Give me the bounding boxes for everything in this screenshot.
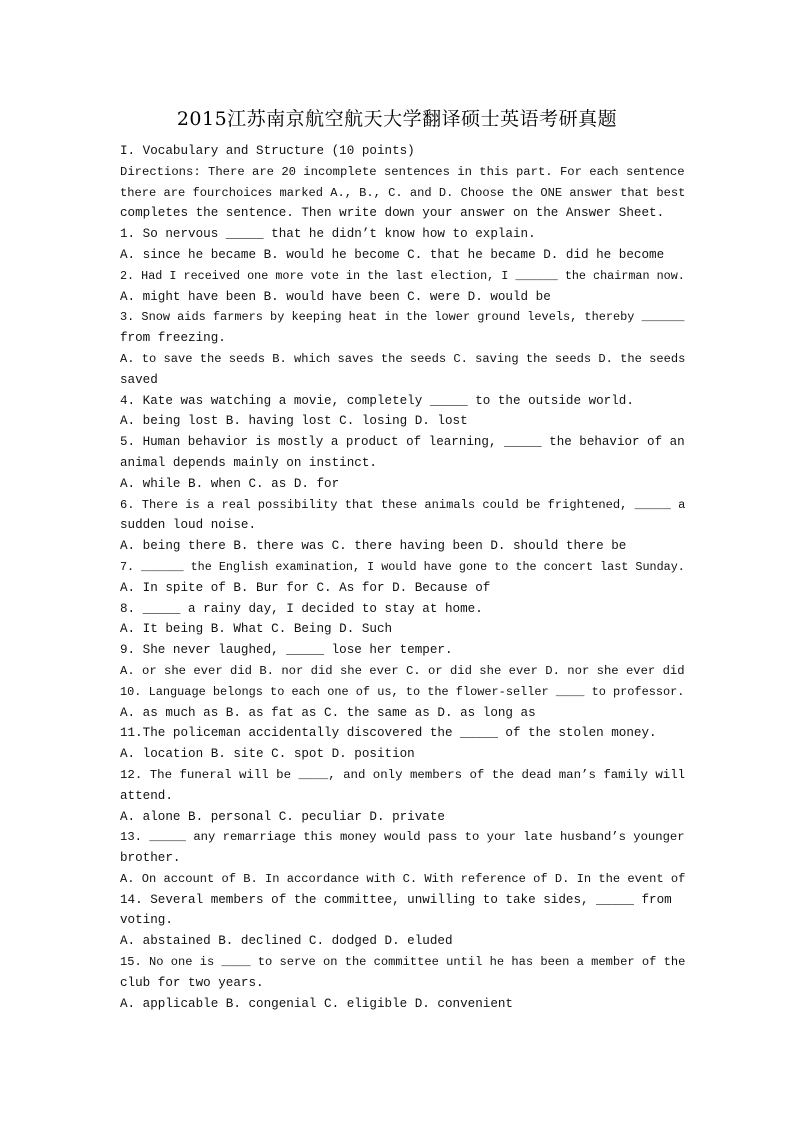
document-line: 13. _____ any remarriage this money would pass to your late husband’s younger [120, 830, 685, 845]
document-line: 9. She never laughed, _____ lose her temper. [120, 643, 453, 658]
document-line: A. It being B. What C. Being D. Such [120, 622, 393, 637]
document-line: 10. Language belongs to each one of us, to the flower-seller ____ to professor. [120, 684, 685, 699]
document-line: completes the sentence. Then write down your answer on the Answer Sheet. [120, 206, 665, 221]
document-line: A. to save the seeds B. which saves the seeds C. saving the seeds D. the seeds [120, 351, 686, 366]
document-line: 14. Several members of the committee, unwilling to take sides, _____ from [120, 892, 672, 907]
document-line: A. alone B. personal C. peculiar D. private [120, 809, 445, 824]
document-line: 3. Snow aids farmers by keeping heat in the lower ground levels, thereby ______ [120, 310, 685, 325]
document-line: 12. The funeral will be ____, and only members of the dead man’s family will [120, 767, 686, 782]
document-line: A. abstained B. declined C. dodged D. eluded [120, 934, 453, 949]
document-line: 11.The policeman accidentally discovered the _____ of the stolen money. [120, 726, 657, 741]
document-line: 7. ______ the English examination, I would have gone to the concert last Sunday. [120, 559, 685, 574]
document-line: attend. [120, 788, 173, 803]
document-line: 4. Kate was watching a movie, completely _____ to the outside world. [120, 393, 634, 408]
document-line: I. Vocabulary and Structure (10 points) [120, 144, 415, 158]
document-line: 6. There is a real possibility that these animals could be frightened, _____ a [120, 497, 686, 512]
document-body [120, 141, 686, 1014]
document-line: A. while B. when C. as D. for [120, 476, 340, 491]
document-line: A. In spite of B. Bur for C. As for D. Because of [120, 580, 491, 595]
document-line: A. applicable B. congenial C. eligible D. convenient [120, 996, 513, 1011]
document-line: animal depends mainly on instinct. [120, 455, 377, 470]
document-line: 15. No one is ____ to serve on the committee until he has been a member of the [120, 955, 686, 970]
document-title: 2015江苏南京航空航天大学翻译硕士英语考研真题 [176, 108, 618, 130]
document-line: A. or she ever did B. nor did she ever C. or did she ever D. nor she ever did [120, 663, 685, 678]
document-line: 2. Had I received one more vote in the last election, I ______ the chairman now. [120, 268, 685, 283]
document-line: A. might have been B. would have been C. were D. would be [120, 289, 551, 304]
document-line: from freezing. [120, 331, 226, 346]
document-line: A. being lost B. having lost C. losing D. lost [120, 414, 468, 429]
document-line: brother. [120, 851, 181, 866]
document-line: Directions: There are 20 incomplete sentences in this part. For each sentence [120, 164, 685, 179]
document-line: voting. [120, 913, 173, 928]
document-line: there are fourchoices marked A., B., C. and D. Choose the ONE answer that best [120, 185, 686, 200]
document-line: saved [120, 372, 158, 387]
document-line: 1. So nervous _____ that he didn’t know how to explain. [120, 227, 536, 242]
document-line: A. as much as B. as fat as C. the same as D. as long as [120, 705, 536, 720]
document-line: A. since he became B. would he become C. that he became D. did he become [120, 247, 665, 262]
document-line: club for two years. [120, 975, 264, 990]
document-line: A. being there B. there was C. there having been D. should there be [120, 539, 627, 554]
document-line: A. location B. site C. spot D. position [120, 747, 415, 762]
document-line: A. On account of B. In accordance with C. With reference of D. In the event of [120, 871, 686, 886]
document-line: 8. _____ a rainy day, I decided to stay at home. [120, 601, 483, 616]
document-line: 5. Human behavior is mostly a product of learning, _____ the behavior of an [120, 435, 685, 450]
document-line: sudden loud noise. [120, 518, 257, 533]
